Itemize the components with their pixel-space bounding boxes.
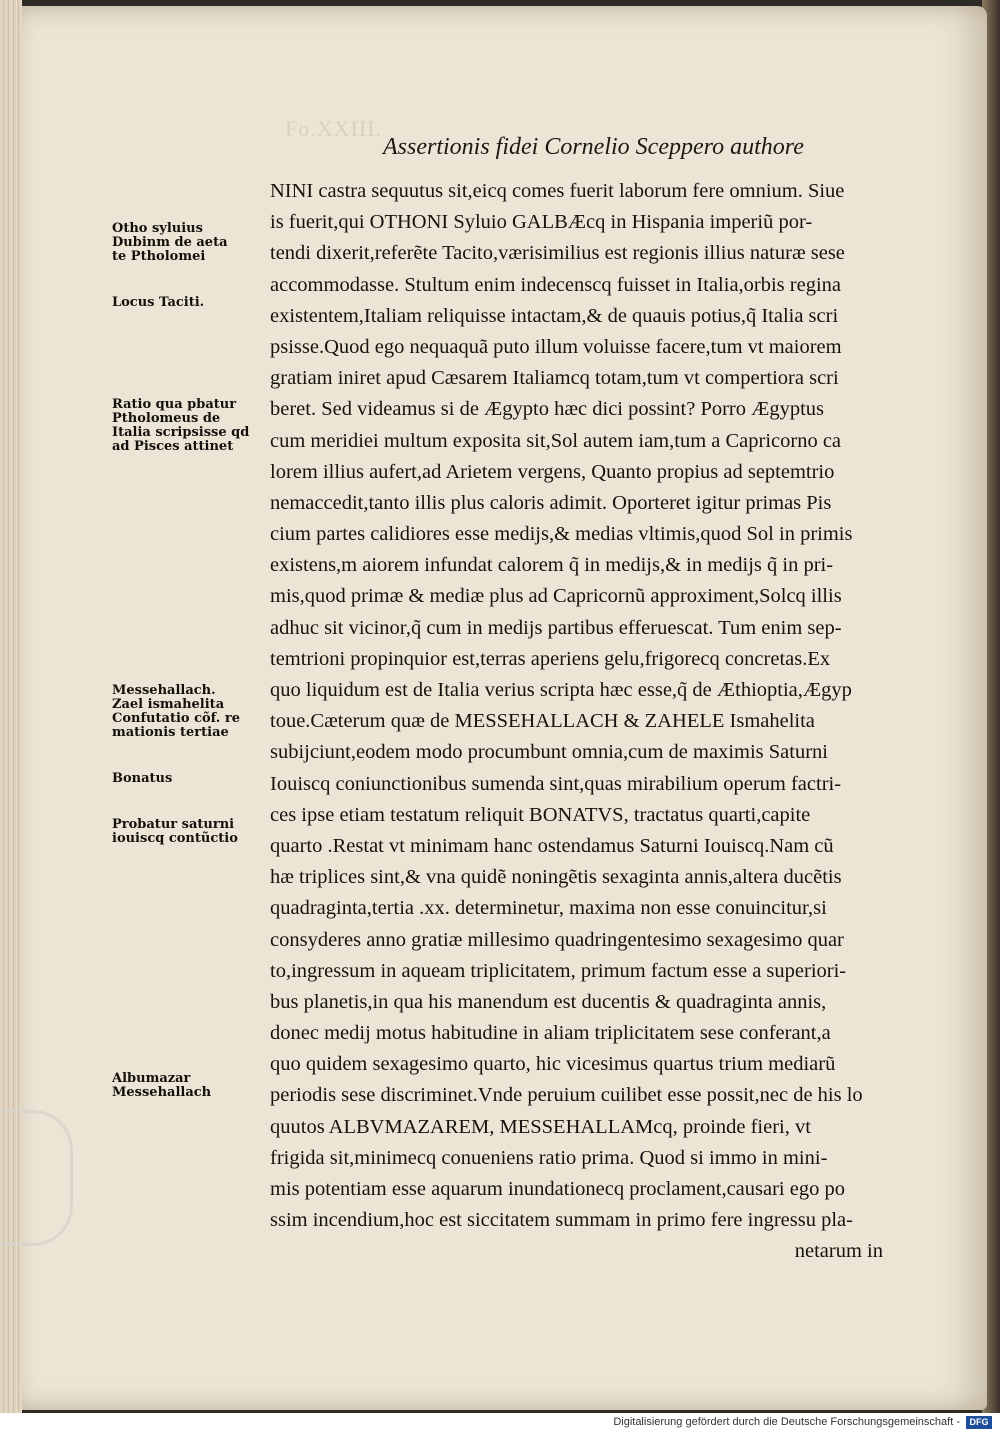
text-line: to,ingressum in aqueam triplicitatem, primum factum esse a superiori- <box>270 959 847 982</box>
text-line: Iouiscq coniunctionibus sumenda sint,quas mirabilium operum factri- <box>270 772 842 795</box>
gloss-line: Ptholomeus de <box>112 411 221 426</box>
margin-gloss-ratio <box>112 398 252 454</box>
text-line: nemaccedit,tanto illis plus caloris adimit. Oporteret igitur primas Pis <box>270 491 832 514</box>
text-line: hæ triplices sint,& vna quidẽ noningẽtis sexaginta annis,altera ducẽtis <box>270 866 842 889</box>
text-line: ces ipse etiam testatum reliquit BONATVS, tractatus quarti,capite <box>270 803 811 826</box>
gloss-line: Dubinm de aeta <box>112 235 228 250</box>
text-line: mis potentiam esse aquarum inundationecq proclament,causari ego po <box>270 1178 845 1200</box>
text-line: gratiam iniret apud Cæsarem Italiamcq totam,tum vt compertiora scri <box>270 367 839 390</box>
text-line: cum meridiei multum exposita sit,Sol autem iam,tum a Capricorno ca <box>270 429 842 452</box>
running-header: Assertionis fidei Cornelio Sceppero authore <box>383 134 804 160</box>
gloss-line: Italia scripsisse qd <box>112 425 250 440</box>
text-line: temtrioni propinquior est,terras aperiens gelu,frigorecq concretas.Ex <box>270 647 831 670</box>
text-line: quo quidem sexagesimo quarto, hic vicesimus quartus trium mediarũ <box>270 1053 836 1076</box>
gloss-line: Otho syluius <box>112 221 203 236</box>
text-line: accommodasse. Stultum enim indecenscq fuisset in Italia,orbis regina <box>270 273 842 296</box>
gloss-line: Zael ismahelita <box>112 697 225 712</box>
text-line: subijciunt,eodem modo procumbunt omnia,cum de maximis Saturni <box>270 741 828 764</box>
text-line: adhuc sit vicinor,q̃ cum in medijs partibus efferuescat. Tum enim sep- <box>270 616 842 639</box>
gloss-line: Messehallach <box>112 1085 212 1100</box>
gloss-line: ad Pisces attinet <box>112 439 234 454</box>
catchword: netarum in <box>794 1240 883 1263</box>
text-line: bus planetis,in qua his manendum est ducentis & quadraginta annis, <box>270 990 827 1013</box>
text-line: NINI castra sequutus sit,eicq comes fuerit laborum fere omnium. Siue <box>270 180 845 202</box>
margin-gloss-bonatus <box>112 772 252 786</box>
dfg-logo: DFG <box>966 1416 992 1429</box>
footer-bar <box>0 1413 1000 1433</box>
gloss-line: Albumazar <box>112 1071 191 1086</box>
text-line: existentem,Italiam reliquisse intactam,& de quauis potius,q̃ Italia scri <box>270 304 839 327</box>
text-line: beret. Sed videamus si de Ægypto hæc dici possint? Porro Ægyptus <box>270 398 825 421</box>
text-line: donec medij motus habitudine in aliam triplicitatem sese conferant,a <box>270 1022 831 1045</box>
text-line: quarto .Restat vt minimam hanc ostendamus Saturni Iouiscq.Nam cũ <box>270 834 834 857</box>
gloss-line: Locus Taciti. <box>112 295 205 310</box>
gloss-line: Probatur saturni <box>112 817 235 832</box>
margin-gloss-probatur <box>112 818 252 846</box>
footer-credit: Digitalisierung gefördert durch die Deutsche Forschungsgemeinschaft - <box>613 1416 960 1428</box>
gloss-line: mationis tertiae <box>112 725 229 740</box>
text-line: quadraginta,tertia .xx. determinetur, maxima non esse conuincitur,si <box>270 897 827 920</box>
margin-gloss-albumazar <box>112 1072 252 1100</box>
text-line: tendi dixerit,referẽte Tacito,værisimilius est regionis illius naturæ sese <box>270 242 845 265</box>
main-text-block <box>270 176 900 1268</box>
show-through-folio: Fo.XXIII. <box>285 116 382 141</box>
gloss-line: Bonatus <box>112 771 173 786</box>
gloss-line: Messehallach. <box>112 683 216 698</box>
text-line: ssim incendium,hoc est siccitatem summam in primo fere ingressu pla- <box>270 1209 853 1232</box>
text-line: consyderes anno gratiæ millesimo quadringentesimo sexagesimo quar <box>270 928 844 951</box>
text-line: periodis sese discriminet.Vnde peruium cuilibet esse possit,nec de his lo <box>270 1084 863 1107</box>
gloss-line: Ratio qua pbatur <box>112 397 237 412</box>
gloss-line: te Ptholomei <box>112 249 206 264</box>
margin-gloss-messehallach <box>112 684 252 740</box>
margin-gloss-otho <box>112 222 252 264</box>
text-line: cium partes calidiores esse medijs,& medias vltimis,quod Sol in primis <box>270 523 853 546</box>
text-line: quo liquidum est de Italia verius scripta hæc esse,q̃ de Æthioptia,Ægyp <box>270 679 852 701</box>
text-line: psisse.Quod ego nequaquã puto illum voluisse facere,tum vt maiorem <box>270 335 842 358</box>
text-line: quutos ALBVMAZAREM, MESSEHALLAMcq, proinde fieri, vt <box>270 1115 811 1138</box>
text-line: existens,m aiorem infundat calorem q̃ in medijs,& in medijs q̃ in pri- <box>270 554 834 577</box>
margin-gloss-tacitus <box>112 296 252 310</box>
gloss-line: iouiscq contũctio <box>112 831 238 846</box>
text-line: mis,quod primæ & mediæ plus ad Capricornũ approximent,Solcq illis <box>270 585 842 608</box>
page-clip <box>0 1110 73 1246</box>
text-line: toue.Cæterum quæ de MESSEHALLACH & ZAHELE Ismahelita <box>270 710 815 733</box>
gloss-line: Confutatio cõf. re <box>112 711 240 726</box>
text-line: frigida sit,minimecq conueniens ratio prima. Quod si immo in mini- <box>270 1146 828 1169</box>
text-line: lorem illius aufert,ad Arietem vergens, Quanto propius ad septemtrio <box>270 460 835 483</box>
text-line: is fuerit,qui OTHONI Syluio GALBÆcq in Hispania imperiũ por- <box>270 211 813 234</box>
